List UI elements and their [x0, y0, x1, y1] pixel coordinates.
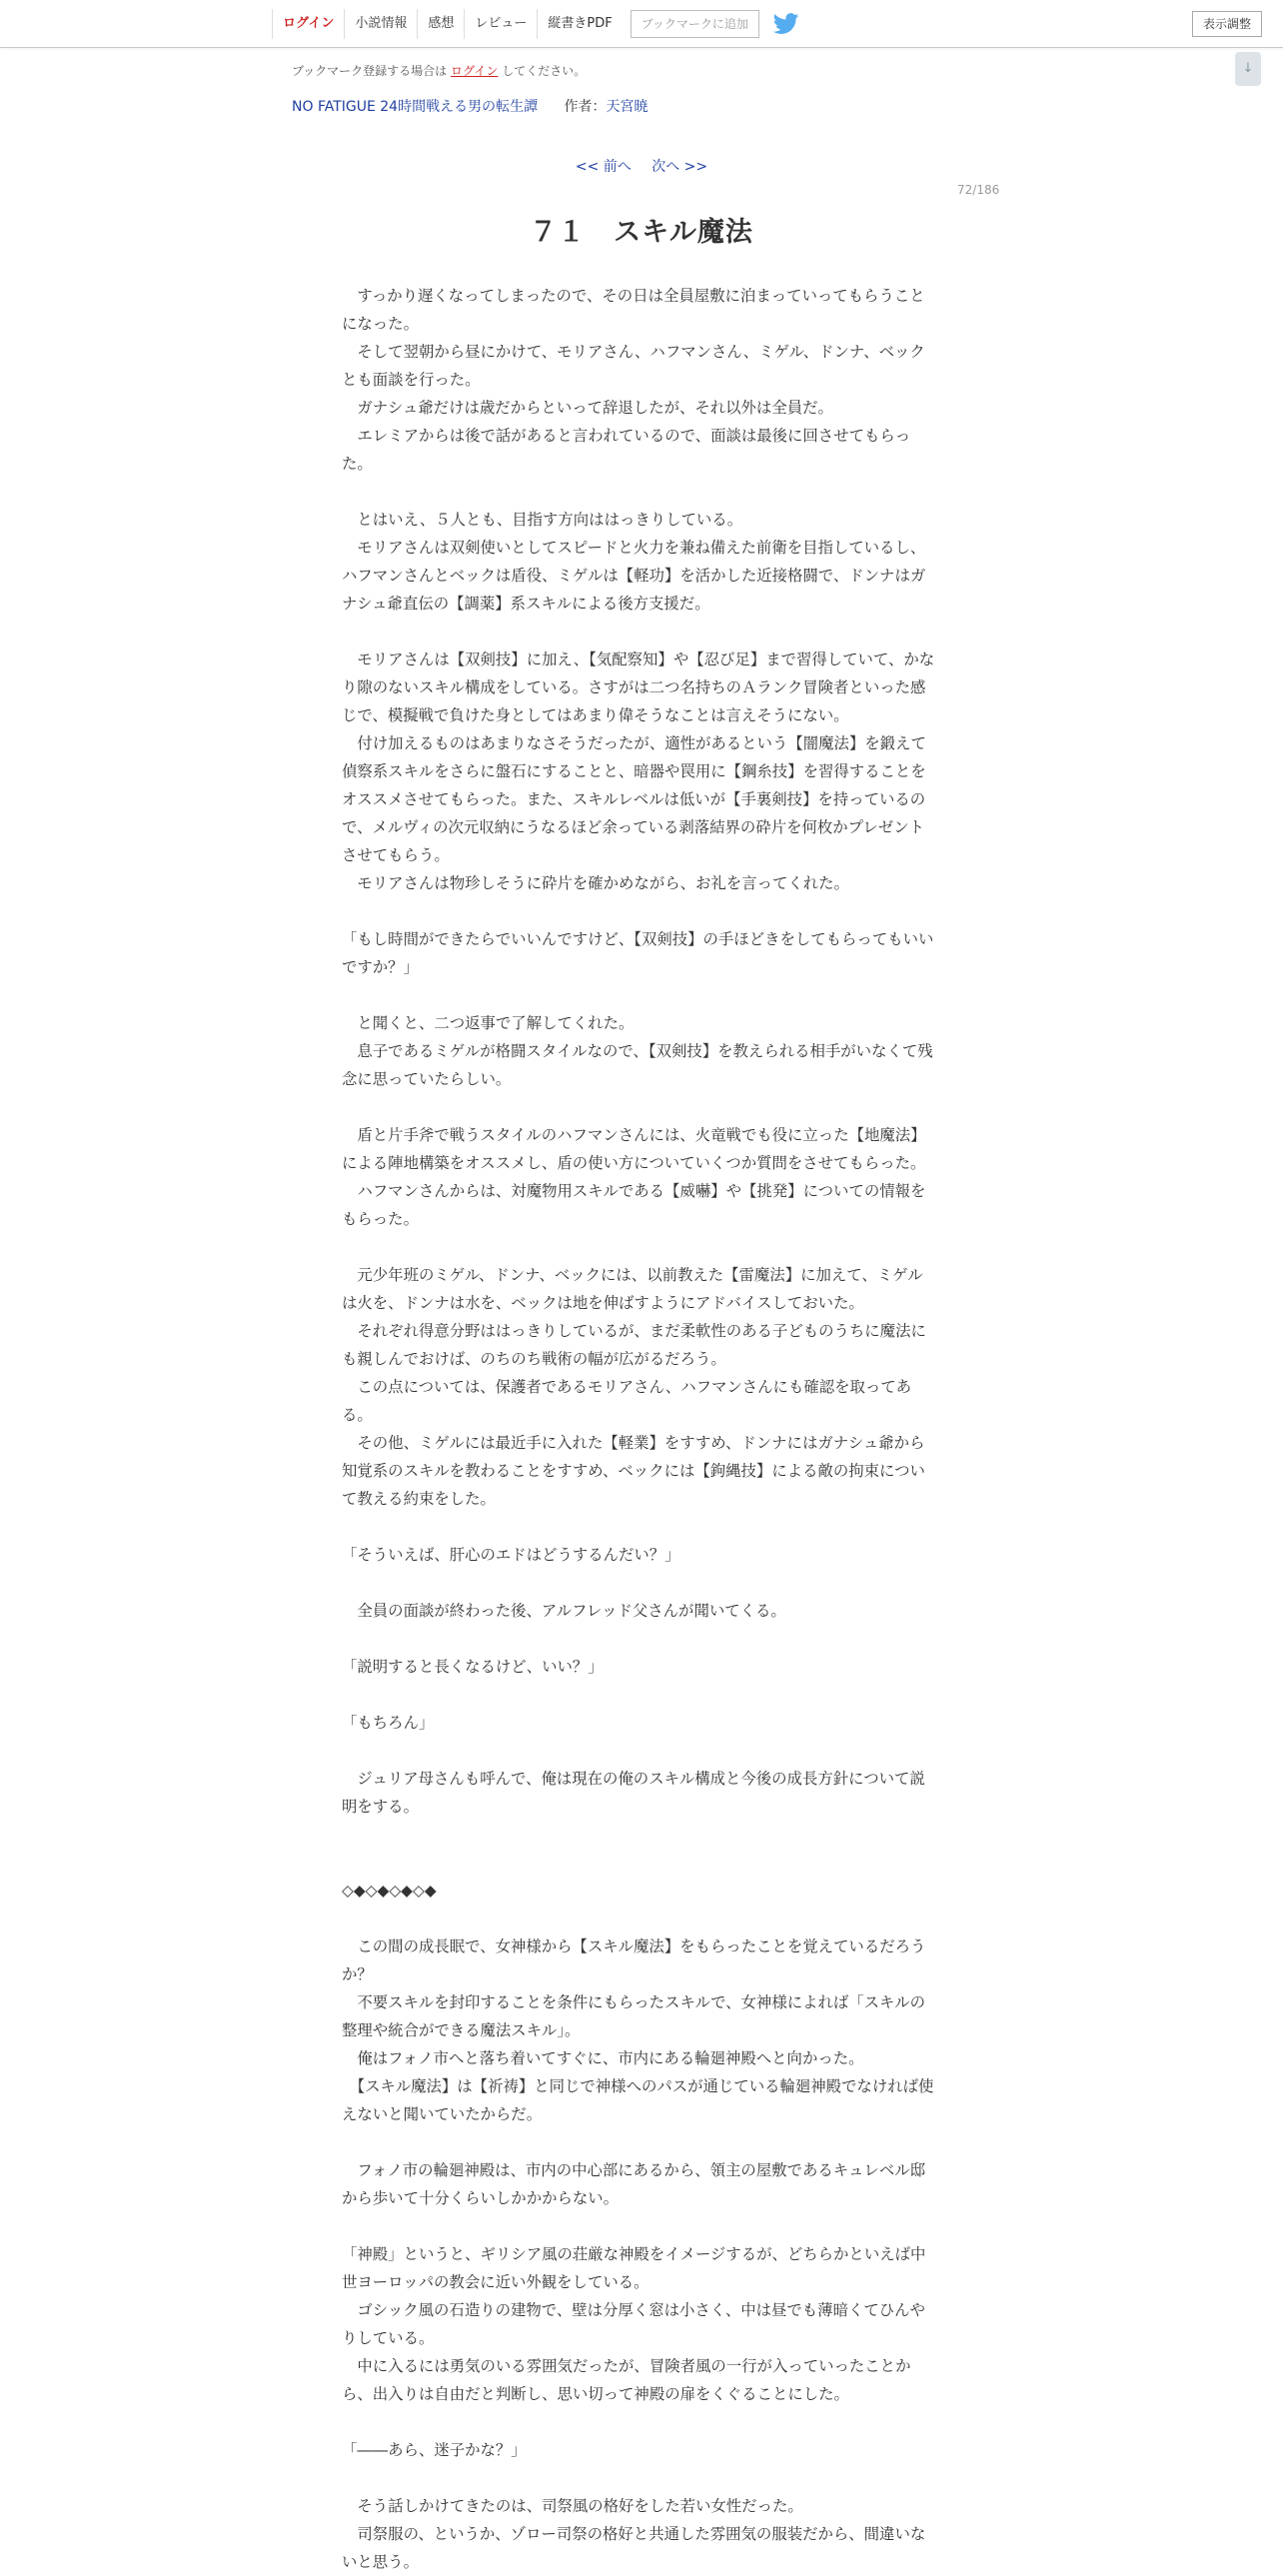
- body-line: [342, 981, 935, 1009]
- prev-chapter-link[interactable]: << 前へ: [575, 159, 632, 175]
- nav-impressions-link[interactable]: 感想: [417, 9, 464, 39]
- body-line: フォノ市の輪廻神殿は、市内の中心部にあるから、領主の屋敷であるキュレベル邸から歩いて十分くらいしかかからない。: [342, 2161, 926, 2207]
- body-line: [342, 2212, 935, 2240]
- body-line: ジュリア母さんも呼んで、俺は現在の俺のスキル構成と今後の成長方針について説明をする。: [342, 1770, 925, 1816]
- body-line: [342, 2128, 935, 2156]
- body-line: [342, 1849, 935, 1877]
- author-link[interactable]: 天宮暁: [606, 99, 648, 115]
- body-line: [342, 1569, 935, 1597]
- body-line: ゴシック風の石造りの建物で、壁は分厚く窓は小さく、中は昼でも薄暗くてひんやりしている。: [342, 2301, 925, 2347]
- display-settings-button[interactable]: 表示調整: [1192, 11, 1262, 37]
- body-line: [342, 2464, 935, 2492]
- body-line: [342, 2408, 935, 2436]
- login-notice-prefix: ブックマーク登録する場合は: [292, 64, 448, 78]
- nav-review-link[interactable]: レビュー: [464, 9, 537, 39]
- body-line: 全員の面談が終わった後、アルフレッド父さんが聞いてくる。: [342, 1602, 786, 1620]
- body-line: [342, 1737, 935, 1765]
- nav-novel-info-link[interactable]: 小説情報: [344, 9, 417, 39]
- body-line: 不要スキルを封印することを条件にもらったスキルで、女神様によれば「スキルの整理や統合ができる魔法スキル」。: [342, 1993, 926, 2039]
- body-line: モリアさんは【双剣技】に加え、【気配察知】や【忍び足】まで習得していて、かなり隙のないスキル構成をしている。さすがは二つ名持ちのＡランク冒険者といった感じで、模擬戦で負けた身としてはあまり偉そうなことは言えそうにない。: [342, 650, 935, 724]
- body-line: [342, 478, 935, 506]
- body-line: この点については、保護者であるモリアさん、ハフマンさんにも確認を取ってある。: [342, 1378, 912, 1424]
- body-line: すっかり遅くなってしまったので、その日は全員屋敷に泊まっていってもらうことになった。: [342, 287, 925, 333]
- body-line: [342, 1513, 935, 1541]
- body-line: この間の成長眠で、女神様から【スキル魔法】をもらったことを覚えているだろうか？: [342, 1937, 926, 1983]
- novel-title-link[interactable]: NO FATIGUE 24時間戦える男の転生譚: [292, 99, 539, 115]
- login-notice-link[interactable]: ログイン: [451, 64, 499, 78]
- body-line: 付け加えるものはあまりなさそうだったが、適性があるという【闇魔法】を鍛えて偵察系スキルをさらに盤石にすることと、暗器や罠用に【鋼糸技】を習得することをオススメさせてもらった。また、スキルレベルは低いが【手裏剣技】を持っているので、メルヴィの次元収納にうなるほど余っている剥落結界の砕片を何枚かプレゼントさせてもらう。: [342, 734, 926, 864]
- body-line: [342, 897, 935, 925]
- chapter-body: [342, 282, 935, 2576]
- login-notice-suffix: してください。: [502, 64, 587, 78]
- body-line: ◇◆◇◆◇◆◇◆: [342, 1882, 437, 1900]
- body-line: 息子であるミゲルが格闘スタイルなので、【双剣技】を教えられる相手がいなくて残念に思っていたらしい。: [342, 1042, 933, 1088]
- body-line: 盾と片手斧で戦うスタイルのハフマンさんには、火竜戦でも役に立った【地魔法】による陣地構築をオススメし、盾の使い方についていくつか質問をさせてもらった。: [342, 1126, 926, 1172]
- top-nav: [272, 9, 799, 39]
- author-label: 作者：: [564, 99, 607, 115]
- body-line: 「もちろん」: [342, 1714, 435, 1732]
- body-line: 「もし時間ができたらでいいんですけど、【双剣技】の手ほどきをしてもらってもいいですか？」: [342, 930, 934, 976]
- twitter-icon[interactable]: [773, 13, 799, 35]
- body-line: 司祭服の、というか、ゾロー司祭の格好と共通した雰囲気の服装だから、間違いないと思う。: [342, 2525, 926, 2571]
- body-line: とはいえ、５人とも、目指す方向ははっきりしている。: [342, 511, 743, 529]
- body-line: それぞれ得意分野ははっきりしているが、まだ柔軟性のある子どものうちに魔法にも親しんでおけば、のちのち戦術の幅が広がるだろう。: [342, 1322, 926, 1368]
- body-line: 中に入るには勇気のいる雰囲気だったが、冒険者風の一行が入っていったことから、出入りは自由だと判断し、思い切って神殿の扉をくぐることにした。: [342, 2357, 911, 2403]
- body-line: [342, 1821, 935, 1849]
- login-notice: [292, 62, 586, 79]
- body-line: 【スキル魔法】は【祈祷】と同じで神様へのパスが通じている輪廻神殿でなければ使えないと聞いていたからだ。: [342, 2077, 934, 2123]
- body-line: [342, 618, 935, 645]
- pager: [0, 156, 1283, 176]
- body-line: 元少年班のミゲル、ドンナ、ベックには、以前教えた【雷魔法】に加えて、ミゲルは火を、ドンナは水を、ベックは地を伸ばすようにアドバイスしておいた。: [342, 1266, 923, 1312]
- body-line: エレミアからは後で話があると言われているので、面談は最後に回させてもらった。: [342, 427, 911, 473]
- body-line: モリアさんは物珍しそうに砕片を確かめながら、お礼を言ってくれた。: [342, 874, 849, 892]
- next-chapter-link[interactable]: 次へ >>: [651, 159, 708, 175]
- body-line: モリアさんは双剣使いとしてスピードと火力を兼ね備えた前衛を目指しているし、ハフマンさんとベックは盾役、ミゲルは【軽功】を活かした近接格闘で、ドンナはガナシュ爺直伝の【調薬】系スキルによる後方支援だ。: [342, 539, 926, 613]
- add-bookmark-button[interactable]: ブックマークに追加: [631, 10, 759, 38]
- body-line: [342, 1093, 935, 1121]
- scroll-down-button[interactable]: ↓: [1235, 52, 1261, 86]
- chapter-title: ７１ スキル魔法: [530, 217, 753, 248]
- body-line: と聞くと、二つ返事で了解してくれた。: [342, 1014, 635, 1032]
- body-line: [342, 1625, 935, 1653]
- body-line: 「神殿」というと、ギリシア風の荘厳な神殿をイメージするが、どちらかといえば中世ヨーロッパの教会に近い外観をしている。: [342, 2245, 926, 2291]
- page-count: 72/186: [957, 183, 1000, 197]
- body-line: ガナシュ爺だけは歳だからといって辞退したが、それ以外は全員だ。: [342, 399, 833, 417]
- novel-info: [292, 96, 648, 116]
- nav-login-link[interactable]: ログイン: [272, 9, 344, 39]
- body-line: そう話しかけてきたのは、司祭風の格好をした若い女性だった。: [342, 2497, 803, 2515]
- body-line: その他、ミゲルには最近手に入れた【軽業】をすすめ、ドンナにはガナシュ爺から知覚系のスキルを教わることをすすめ、ベックには【鉤縄技】による敵の拘束について教える約束をした。: [342, 1434, 925, 1508]
- body-line: 俺はフォノ市へと落ち着いてすぐに、市内にある輪廻神殿へと向かった。: [342, 2049, 864, 2067]
- top-header: [0, 0, 1283, 48]
- body-line: [342, 1905, 935, 1932]
- body-line: 「説明すると長くなるけど、いい？」: [342, 1658, 604, 1676]
- body-line: 「そういえば、肝心のエドはどうするんだい？」: [342, 1546, 680, 1564]
- body-line: [342, 1681, 935, 1709]
- body-line: [342, 1233, 935, 1261]
- body-line: そして翌朝から昼にかけて、モリアさん、ハフマンさん、ミゲル、ドンナ、ベックとも面談を行った。: [342, 343, 925, 389]
- nav-vertical-pdf-link[interactable]: 縦書きPDF: [537, 9, 622, 39]
- body-line: ハフマンさんからは、対魔物用スキルである【威嚇】や【挑発】についての情報をもらった。: [342, 1182, 926, 1228]
- body-line: 「――あら、迷子かな？」: [342, 2441, 527, 2459]
